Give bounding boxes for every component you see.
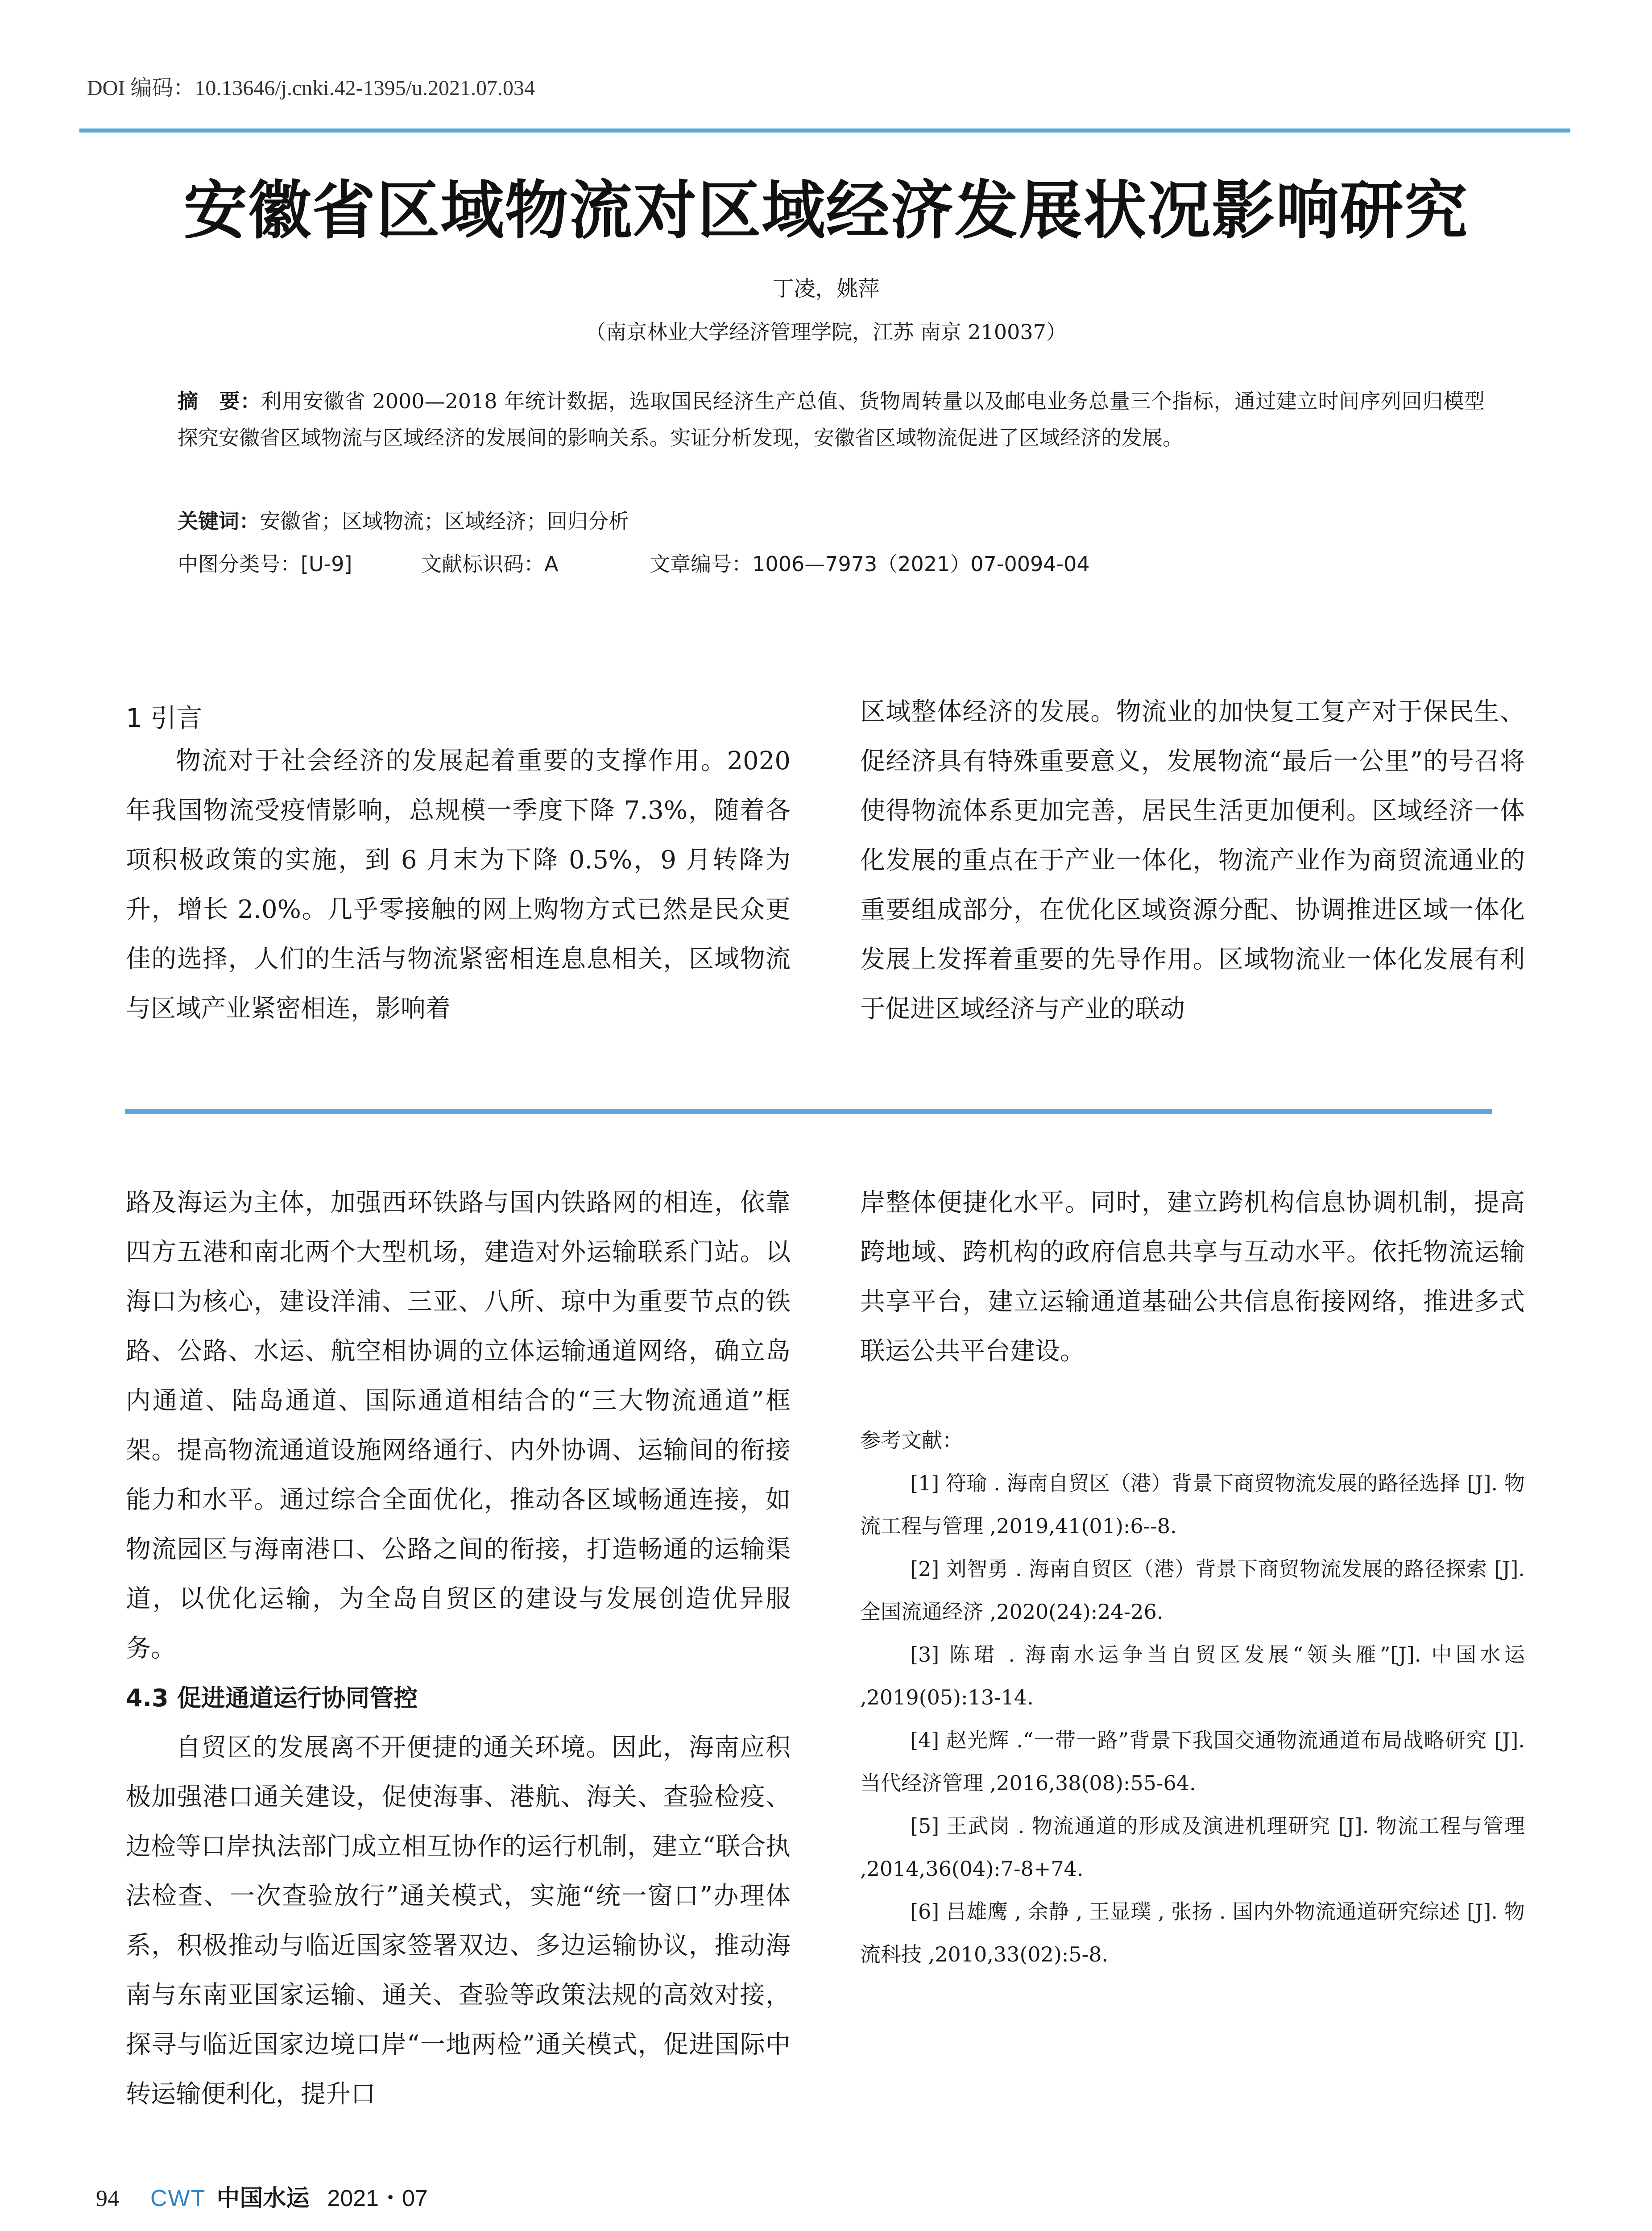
journal-issue: 2021・07 [327, 2185, 428, 2211]
clc-code: 中图分类号：[U-9] [178, 552, 352, 576]
abstract-label: 摘 要： [178, 389, 261, 413]
reference-item: [1] 符瑜 . 海南自贸区（港）背景下商贸物流发展的路径选择 [J]. 物流工程与管理 ,2019,41(01):6--8. [860, 1471, 1525, 1538]
top-rule [79, 129, 1570, 133]
classification-line [178, 548, 1090, 577]
references-title: 参考文献： [860, 1428, 963, 1452]
reference-item: [4] 赵光辉 .“一带一路”背景下我国交通物流通道布局战略研究 [J]. 当代经济管理 ,2016,38(08):55-64. [860, 1728, 1525, 1795]
article-number: 文章编号：1006—7973（2021）07-0094-04 [650, 552, 1090, 576]
doi-line: DOI 编码：10.13646/j.cnki.42-1395/u.2021.07.034 [87, 76, 535, 100]
body-paragraph: 岸整体便捷化水平。同时，建立跨机构信息协调机制，提高跨地域、跨机构的政府信息共享与互动水平。依托物流运输共享平台，建立运输通道基础公共信息衔接网络，推进多式联运公共平台建设。 [860, 1188, 1525, 1366]
body-paragraph: 路及海运为主体，加强西环铁路与国内铁路网的相连，依靠四方五港和南北两个大型机场，建造对外运输联系门站。以海口为核心，建设洋浦、三亚、八所、琼中为重要节点的铁路、公路、水运、航空相协调的立体运输通道网络，确立岛内通道、陆岛通道、国际通道相结合的“三大物流通道”框架。提高物流通道设施网络通行、内外协调、运输间的衔接能力和水平。通过综合全面优化，推动各区域畅通连接，如物流园区与海南港口、公路之间的衔接，打造畅通的运输渠道，以优化运输，为全岛自贸区的建设与发展创造优异服务。 [126, 1188, 791, 1663]
section-divider-rule [125, 1109, 1492, 1114]
page-number: 94 [96, 2186, 119, 2211]
intro-paragraph-right: 区域整体经济的发展。物流业的加快复工复产对于保民生、促经济具有特殊重要意义，发展物流“最后一公里”的号召将使得物流体系更加完善，居民生活更加便利。区域经济一体化发展的重点在于产业一体化，物流产业作为商贸流通业的重要组成部分，在优化区域资源分配、协调推进区域一体化发展上发挥着重要的先导作用。区域物流业一体化发展有利于促进区域经济与产业的联动 [860, 697, 1525, 1024]
page-footer [96, 2179, 428, 2213]
journal-name: 中国水运 [216, 2185, 310, 2212]
references [860, 1419, 1525, 1976]
intro-column-left [126, 736, 791, 1033]
intro-column-right [860, 687, 1525, 1034]
article-title: 安徽省区域物流对区域经济发展状况影响研究 [183, 174, 1469, 248]
reference-item: [5] 王武岗 . 物流通道的形成及演进机理研究 [J]. 物流工程与管理 ,2014,36(04):7-8+74. [860, 1814, 1525, 1881]
reference-item: [3] 陈珺 . 海南水运争当自贸区发展“领头雁”[J]. 中国水运 ,2019(05):13-14. [860, 1642, 1525, 1709]
section-heading-introduction: 1 引言 [126, 703, 203, 733]
authors: 丁凌，姚萍 [772, 276, 880, 301]
keywords-text: 安徽省；区域物流；区域经济；回归分析 [260, 509, 629, 533]
body-column-left [126, 1178, 791, 2119]
keywords-label: 关键词： [178, 509, 260, 533]
abstract [178, 383, 1485, 456]
intro-paragraph-left: 物流对于社会经济的发展起着重要的支撑作用。2020 年我国物流受疫情影响，总规模一季度下降 7.3%，随着各项积极政策的实施，到 6 月末为下降 0.5%，9 月转降为升，增长 2.0%。几乎零接触的网上购物方式已然是民众更佳的选择，人们的生活与物流紧密相连息息相关，区域物流与区域产业紧密相连，影响着 [126, 746, 791, 1023]
reference-item: [2] 刘智勇 . 海南自贸区（港）背景下商贸物流发展的路径探索 [J]. 全国流通经济 ,2020(24):24-26. [860, 1557, 1525, 1624]
document-code: 文献标识码：A [421, 552, 559, 576]
body-column-right [860, 1178, 1525, 1376]
keywords [178, 505, 629, 535]
subsection-heading: 4.3 促进通道运行协同管控 [126, 1684, 418, 1712]
affiliation: （南京林业大学经济管理学院，江苏 南京 210037） [585, 320, 1067, 344]
body-paragraph: 自贸区的发展离不开便捷的通关环境。因此，海南应积极加强港口通关建设，促使海事、港航、海关、查验检疫、边检等口岸执法部门成立相互协作的运行机制，建立“联合执法检查、一次查验放行”通关模式，实施“统一窗口”办理体系，积极推动与临近国家签署双边、多边运输协议，推动海南与东南亚国家运输、通关、查验等政策法规的高效对接，探寻与临近国家边境口岸“一地两检”通关模式，促进国际中转运输便利化，提升口 [126, 1733, 791, 2109]
abstract-text: 利用安徽省 2000—2018 年统计数据，选取国民经济生产总值、货物周转量以及邮电业务总量三个指标，通过建立时间序列回归模型探究安徽省区域物流与区域经济的发展间的影响关系。实证分析发现，安徽省区域物流促进了区域经济的发展。 [178, 389, 1485, 450]
journal-logo: CWT [150, 2185, 206, 2211]
reference-item: [6] 吕雄鹰 , 余静 , 王显璞 , 张扬 . 国内外物流通道研究综述 [J]. 物流科技 ,2010,33(02):5-8. [860, 1899, 1525, 1966]
